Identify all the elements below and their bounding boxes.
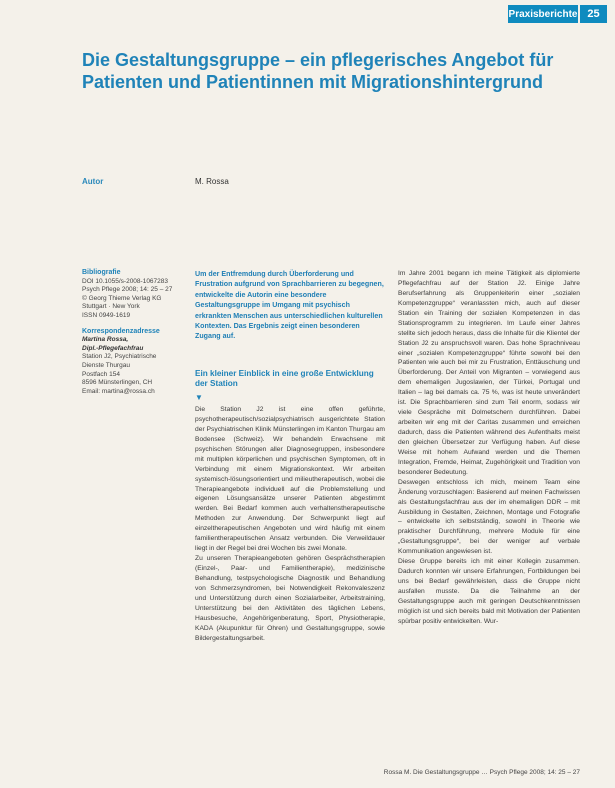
contact-role: Dipl.-Pflegefachfrau bbox=[82, 344, 144, 352]
author-label: Autor bbox=[82, 177, 104, 186]
article-title: Die Gestaltungsgruppe – ein pflegerisches Angebot für Patienten und Patientinnen mit Migrationshintergrund bbox=[82, 50, 554, 92]
page-header bbox=[0, 0, 615, 30]
triangle-marker-icon: ▼ bbox=[195, 393, 203, 402]
bibliography-line: DOI 10.1055/s-2008-1067283 bbox=[82, 277, 169, 285]
body-column-right bbox=[398, 269, 580, 627]
bibliography-label: Bibliografie bbox=[82, 269, 121, 276]
bibliography-line: Psych Pflege 2008; 14: 25 – 27 bbox=[82, 286, 173, 294]
body-paragraph: Deswegen entschloss ich mich, meinem Team eine Änderung vorzuschlagen: Basierend auf meinen Fachwissen als Gestaltungsfachfrau aus der im ehemaligen DDR – mit Ausbildung in Gestalten, Zeichnen, Montage und Fotografie – entwickelte ich selbstständig, sowohl in Theorie wie praktischer Durchführung, mehrere Module für eine „Gestaltungsgruppe“, bei der weniger auf verbale Kommunikation angewiesen ist. bbox=[398, 478, 580, 556]
contact-line: 8596 Münsterlingen, CH bbox=[82, 379, 153, 387]
body-paragraph: Im Jahre 2001 begann ich meine Tätigkeit als diplomierte Pflegefachfrau auf der Station J2. Einige Jahre Berufserfahrung als Gruppenleiterin einer „sozialen Kompetenzgruppe“ veranlassten mich, auch auf dieser Station ein Training der sozialen Kompetenzen in das Stationsprogramm zu integrieren. Im Laufe einer Jahres stellte sich jedoch heraus, dass die Inhalte für die Klientel der Station J2 zu anspruchsvoll waren. Das hohe Sprachniveau einer „sozialen Kompetenzgruppe“ führte sowohl bei den Patienten wie auch bei mir zu Frustration, Enttäuschung und Überforderung. Der Anteil von Migranten – vorwiegend aus dem ehemaligen Jugoslawien, der Türkei, Portugal und Italien – lag bei damals ca. 75 %, was ist heute unverändert ist. Die Sprachbarrieren sind zum Teil enorm, sodass wir viele Gespräche mit Dolmetschern durchführen. Dabei arbeiten wir eng mit der Caritas zusammen und erreichen dadurch, dass die Patienten während des Aufenthalts meist den gleichen Übersetzer zur Verfügung haben. Auf diese Weise mit hohem Aufwand werden und die Themen Integration, Fremde, Heimat, Zugehörigkeit und Tradition von besonderer Bedeutung. bbox=[398, 270, 580, 476]
page-footer: Rossa M. Die Gestaltungsgruppe … Psych Pflege 2008; 14: 25 – 27 bbox=[383, 769, 580, 776]
body-column-middle bbox=[195, 405, 385, 644]
contact-line: Dienste Thurgau bbox=[82, 361, 130, 369]
contact-line: Postfach 154 bbox=[82, 370, 120, 378]
bibliography-line: ISSN 0949-1619 bbox=[82, 311, 131, 319]
bibliography-line: Stuttgart · New York bbox=[82, 303, 140, 311]
contact-label: Korrespondenzadresse bbox=[82, 327, 160, 335]
contact-name: Martina Rossa, bbox=[82, 336, 129, 344]
section-tab: Praxisberichte bbox=[508, 5, 578, 23]
body-paragraph: Zu unseren Therapieangeboten gehören Gesprächstherapien (Einzel-, Paar- und Familientherapie), medizinische Behandlung, testpsychologische Diagnostik und Behandlung von Schmerzsyndromen, bei Notwendigkeit Rekonvaleszenz und Unterstützung durch einen Sozialarbeiter, Arbeitstraining, Unterstützung bei den Aktivitäten des täglichen Lebens, Hausbesuche, Angehörigenberatung, Sport, Physiotherapie, KADA (Akupunktur für Ohren) und Gestaltungsgruppe, sowie Bildergestaltungsarbeit. bbox=[195, 555, 385, 642]
body-paragraph: Die Station J2 ist eine offen geführte, psychotherapeutisch/sozialpsychiatrisch ausgerichtete Station der Psychiatrischen Klinik Münsterlingen im Kanton Thurgau am Bodensee (Schweiz). Wir behandeln Erwachsene mit psychischen Störungen aller Diagnosegruppen, insbesondere mit multiplen körperlichen und psychischen Symptomen, oft in Verbindung mit einem Migrationskontext. Wir arbeiten systemisch-lösungsorientiert und milieutherapeutisch, wobei die Therapieangebote individuell auf die Problemstellung und eigenen Lösungsansätze unserer Patienten abgestimmt werden. Bei Bedarf kommen auch verhaltenstherapeutische Methoden zur Anwendung. Der Schwerpunkt liegt auf einzeltherapeutischen Angeboten und wird häufig mit einem familientherapeutischen Ansatz verbunden. Die Verweildauer liegt in der Regel bei drei Wochen bis zwei Monate. bbox=[195, 406, 385, 553]
contact-email: Email: martina@rossa.ch bbox=[82, 387, 155, 395]
article-metadata bbox=[82, 269, 187, 396]
author-name: M. Rossa bbox=[195, 177, 229, 186]
section-heading: Ein kleiner Einblick in eine große Entwicklung der Station bbox=[195, 369, 374, 389]
contact-line: Station J2, Psychiatrische bbox=[82, 353, 157, 361]
abstract: Um der Entfremdung durch Überforderung und Frustration aufgrund von Sprachbarrieren zu begegnen, entwickelte die Autorin eine besondere Gestaltungsgruppe im Umgang mit psychisch erkrankten Menschen aus unterschiedlichen kulturellen Kontexten. Das Ergebnis zeigt einen besonderen Zugang auf. bbox=[195, 270, 384, 341]
body-paragraph: Diese Gruppe bereits ich mit einer Kollegin zusammen. Dadurch konnten wir unsere Erfahrungen, Fortbildungen bei uns bei Bedarf gewährleisten, dass die Gruppe nicht ausfallen musste. Da die Teilnahme an der Gestaltungsgruppe auch mit geringen Deutschkenntnissen möglich ist und sich bereits bald mit Motivation der Patienten spürbar positiv entwickelten. Wur- bbox=[398, 558, 580, 625]
bibliography-line: © Georg Thieme Verlag KG bbox=[82, 294, 162, 302]
page-number: 25 bbox=[580, 5, 607, 23]
